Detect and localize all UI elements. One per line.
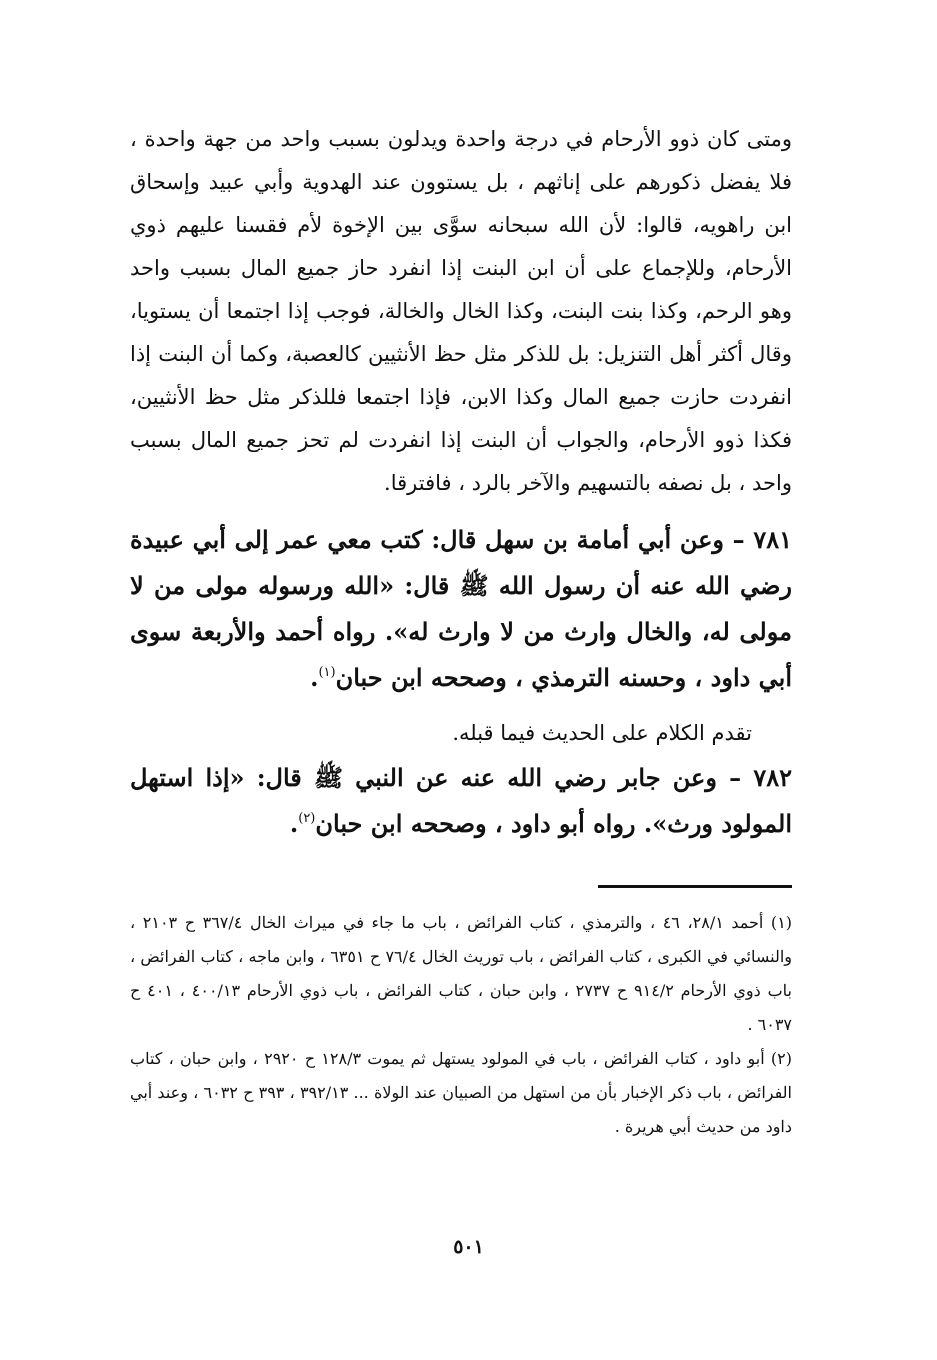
footnote-1: (١) أحمد ٢٨/١، ٤٦ ، والترمذي ، كتاب الفرائض ، باب ما جاء في ميراث الخال ٣٦٧/٤ ح ٢١٠٣ ، والنسائي في الكبرى ، كتاب الفرائض ، باب توريث الخال ٧٦/٤ ح ٦٣٥١ ، وابن ماجه ، كتاب الفرائض ، باب ذوي الأرحام ٩١٤/٢ ح ٢٧٣٧ ، وابن حبان ، كتاب الفرائض ، باب ذوي الأرحام ٤٠٠/١٣ ، ٤٠١ ح ٦٠٣٧ . bbox=[130, 913, 793, 1034]
hadith-782-end: . bbox=[289, 809, 299, 838]
body-paragraph: ومتى كان ذوو الأرحام في درجة واحدة ويدلون بسبب واحد من جهة واحدة ، فلا يفضل ذكورهم على إناثهم ، بل يستوون عند الهدوية وأبي عبيد وإسحاق ابن راهويه، قالوا: لأن الله سبحانه سوَّى بين الإخوة لأم فقسنا عليهم ذوي الأرحام، وللإجماع على أن ابن البنت إذا انفرد حاز جميع المال بسبب واحد وهو الرحم، وكذا بنت البنت، وكذا الخال والخالة، فوجب إذا اجتمعا أن يستويا، وقال أكثر أهل التنزيل: بل للذكر مثل حظ الأنثيين كالعصبة، وكما أن البنت إذا انفردت حازت جميع المال وكذا الابن، فإذا اجتمعا فللذكر مثل حظ الأنثيين، فكذا ذوو الأرحام، والجواب أن البنت إذا انفردت لم تحز جميع المال بسبب واحد ، بل نصفه بالتسهيم والآخر بالرد ، فافترقا. bbox=[130, 127, 793, 495]
footnote-ref-2[interactable]: (٢) bbox=[298, 811, 316, 826]
commentary: تقدم الكلام على الحديث فيما قبله. bbox=[452, 721, 752, 745]
hadith-781 bbox=[130, 517, 792, 701]
footnote-ref-1[interactable]: (١) bbox=[318, 665, 336, 680]
footnote-2: (٢) أبو داود ، كتاب الفرائض ، باب في المولود يستهل ثم يموت ١٢٨/٣ ح ٢٩٢٠ ، وابن حبان ، كتاب الفرائض ، باب ذكر الإخبار بأن من استهل من الصبيان عند الولاة ... ٣٩٢/١٣ ، ٣٩٣ ح ٦٠٣٢ ، وعند أبي داود من حديث أبي هريرة . bbox=[130, 1049, 793, 1136]
footnote-divider bbox=[598, 885, 792, 888]
hadith-781-end: . bbox=[310, 663, 319, 692]
page-number: ٥٠١ bbox=[453, 1236, 484, 1258]
hadith-782 bbox=[130, 755, 792, 847]
hadith-781-text: ٧٨١ – وعن أبي أمامة بن سهل قال: كتب معي عمر إلى أبي عبيدة رضي الله عنه أن رسول الله ﷺ قال: «الله ورسوله مولى من لا مولى له، والخال وارث من لا وارث له». رواه أحمد والأربعة سوى أبي داود ، وحسنه الترمذي ، وصححه ابن حبان bbox=[130, 525, 792, 692]
hadith-782-text: ٧٨٢ – وعن جابر رضي الله عنه عن النبي ﷺ قال: «إذا استهل المولود ورث». رواه أبو داود ، وصححه ابن حبان bbox=[130, 763, 792, 838]
book-page bbox=[130, 118, 792, 1278]
